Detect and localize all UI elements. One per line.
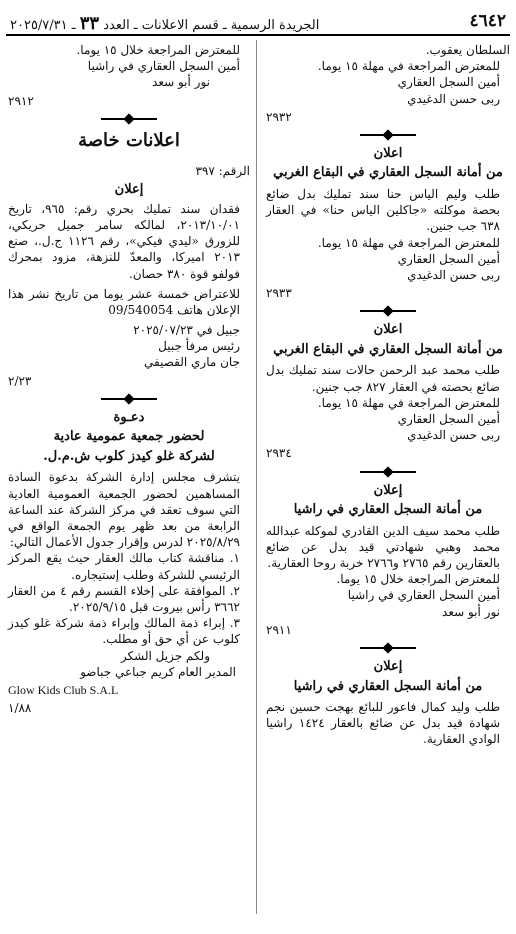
text-line: للمعترض المراجعة خلال ١٥ يوما. xyxy=(336,572,500,587)
signature-name: جان ماري القصيفي xyxy=(144,355,240,370)
agenda-item: ٣. إبراء ذمة المالك وإبراء ذمة شركة غلو كيدز كلوب عن أي حق أو مطلب. xyxy=(8,616,240,647)
notice-number: ٢/٢٣ xyxy=(8,373,32,388)
separator-ornament xyxy=(101,115,157,123)
company-name-english: Glow Kids Club S.A.L xyxy=(8,682,119,697)
notice-body: طلب وليد كمال فاعور للبائع بهجت حسين نجم شهادة قيد بدل عن ضائع بالعقار ١٤٢٤ راشيا الوادي العقارية. xyxy=(266,700,501,747)
closing-text: ولكم جزيل الشكر xyxy=(120,648,210,663)
separator-ornament xyxy=(101,395,157,403)
agenda-item: ٢. الموافقة على إخلاء القسم رقم ٤ من العقار ٣٦٦٢ رأس بيروت قبل ٢٠٢٥/٩/١٥. xyxy=(8,583,240,614)
notice-heading: اعلان xyxy=(373,145,403,161)
left-column xyxy=(8,42,250,934)
notice-body: يتشرف مجلس إدارة الشركة بدعوة السادة المساهمين لحضور الجمعية العمومية العادية التي سوف تعقد في مركز الشركة عند الساعة الرابعة من بعد ظهر يوم الجمعة الواقع في ٢٠٢٥/٨/٢٩ لدرس وإقرار جدول الأعمال التالي: xyxy=(8,470,240,550)
signature-name: ربى حسن الدغيدي xyxy=(407,91,500,106)
header-title-line xyxy=(10,12,319,36)
notice-heading: اعلان xyxy=(373,322,403,338)
text-line: السلطان يعقوب. xyxy=(425,43,510,57)
reference-number: الرقم: ٣٩٧ xyxy=(195,164,250,179)
notice-body: طلب وليم الياس حنا سند تمليك بدل ضائع بحصة موكلته «جاكلين الياس حنا» في العقار ٦٣٨ جب جنين. xyxy=(266,187,500,234)
objection-notice: للاعتراض خمسة عشر يوما من تاريخ نشر هذا الإعلان هاتف 09/540054 xyxy=(8,286,240,317)
notice-heading: إعلان xyxy=(373,482,403,498)
column-divider xyxy=(256,40,257,914)
signature-name: نور أبو سعد xyxy=(442,604,500,619)
text-line: للمعترض المراجعة في مهلة ١٥ يوما. xyxy=(317,395,500,410)
text-line: للمعترض المراجعة في مهلة ١٥ يوما. xyxy=(317,59,500,74)
notice-heading: دعـوة xyxy=(113,409,145,425)
notice-subheading: من أمانة السجل العقاري في راشيا xyxy=(293,678,483,694)
notice-number: ١/٨٨ xyxy=(8,701,32,716)
signature-name: نور أبو سعد xyxy=(152,75,210,90)
issue-date: ـ ٢٠٢٥/٧/٣١ xyxy=(10,18,76,33)
signature-title: أمين السجل العقاري في راشيا xyxy=(347,588,500,603)
separator-ornament xyxy=(360,307,416,315)
right-column xyxy=(266,42,510,934)
signatory: المدير العام كريم جباعي جباضو xyxy=(80,664,236,679)
notice-subheading: من أمانة السجل العقاري في البقاع الغربي xyxy=(273,341,503,357)
signature-title: أمين السجل العقاري xyxy=(397,412,500,426)
signature-title: أمين السجل العقاري xyxy=(397,251,500,266)
notice-heading: إعلان xyxy=(373,658,403,674)
separator-ornament xyxy=(360,131,416,139)
notice-number: ٢٩٣٣ xyxy=(266,286,292,301)
signature-title: أمين السجل العقاري في راشيا xyxy=(87,59,240,74)
agenda-item: ١. مناقشة كتاب مالك العقار حيث يقع المركز الرئيسي للشركة وطلب إستيجاره. xyxy=(8,551,240,582)
notice-heading: إعلان xyxy=(114,182,144,198)
notice-body: طلب محمد عبد الرحمن حالات سند تمليك بدل ضائع بحصته في العقار ٨٢٧ جب جنين. xyxy=(266,363,500,394)
notice-number: ٢٩١٢ xyxy=(8,93,34,108)
text-line: للمعترض المراجعة خلال ١٥ يوما. xyxy=(76,43,240,57)
notice-number: ٢٩١١ xyxy=(266,622,292,637)
signature-name: ربى حسن الدغيدي xyxy=(407,428,500,443)
page-header xyxy=(6,8,510,32)
company-name: لشركة غلو كيدز كلوب ش.م.ل. xyxy=(43,448,215,464)
signature-name: ربى حسن الدغيدي xyxy=(407,267,500,282)
place-date: جبيل في ٢٠٢٥/٠٧/٢٣ xyxy=(133,323,240,338)
separator-ornament xyxy=(360,468,416,476)
notice-body: طلب محمد سيف الدين القادري لموكله عبدالله محمد وهبي شهادتي قيد بدل عن ضائع بالعقارين رقم ٢٧٦٥ و٢٧٦٦ خربة روحا العقارية. xyxy=(266,523,500,571)
text-line: للمعترض المراجعة في مهلة ١٥ يوما. xyxy=(317,235,500,250)
signature-title: أمين السجل العقاري xyxy=(397,75,500,90)
notice-subheading: من أمانة السجل العقاري في راشيا xyxy=(293,502,483,518)
page-number: ٤٦٤٢ xyxy=(469,11,506,31)
signature-title: رئيس مرفأ جبيل xyxy=(158,339,240,354)
notice-number: ٢٩٣٤ xyxy=(266,446,292,461)
notice-body: فقدان سند تمليك بحري رقم: ٩٦٥، تاريخ ٢٠١٣/١٠/٠١، لمالكه سامر جميل حريكي، للزورق «ليدي فيكي»، رقم ١١٢٦ ج.ل.، صنع ٢٠١٣ اميركا، والمعدّ للنزهة، مزود بمحرك فولفو قوة ٣٨٠ حصان. xyxy=(8,201,240,281)
section-title: اعلانات خاصة xyxy=(78,129,180,151)
notice-subheading: لحضور جمعية عمومية عادية xyxy=(53,429,205,445)
separator-ornament xyxy=(360,644,416,652)
issue-number: ٣٣ xyxy=(79,13,100,34)
notice-subheading: من أمانة السجل العقاري في البقاع الغربي xyxy=(273,165,503,181)
header-title: الجريدة الرسمية ـ قسم الاعلانات ـ العدد xyxy=(103,18,320,33)
notice-number: ٢٩٣٢ xyxy=(266,109,292,124)
header-rule xyxy=(6,34,510,36)
